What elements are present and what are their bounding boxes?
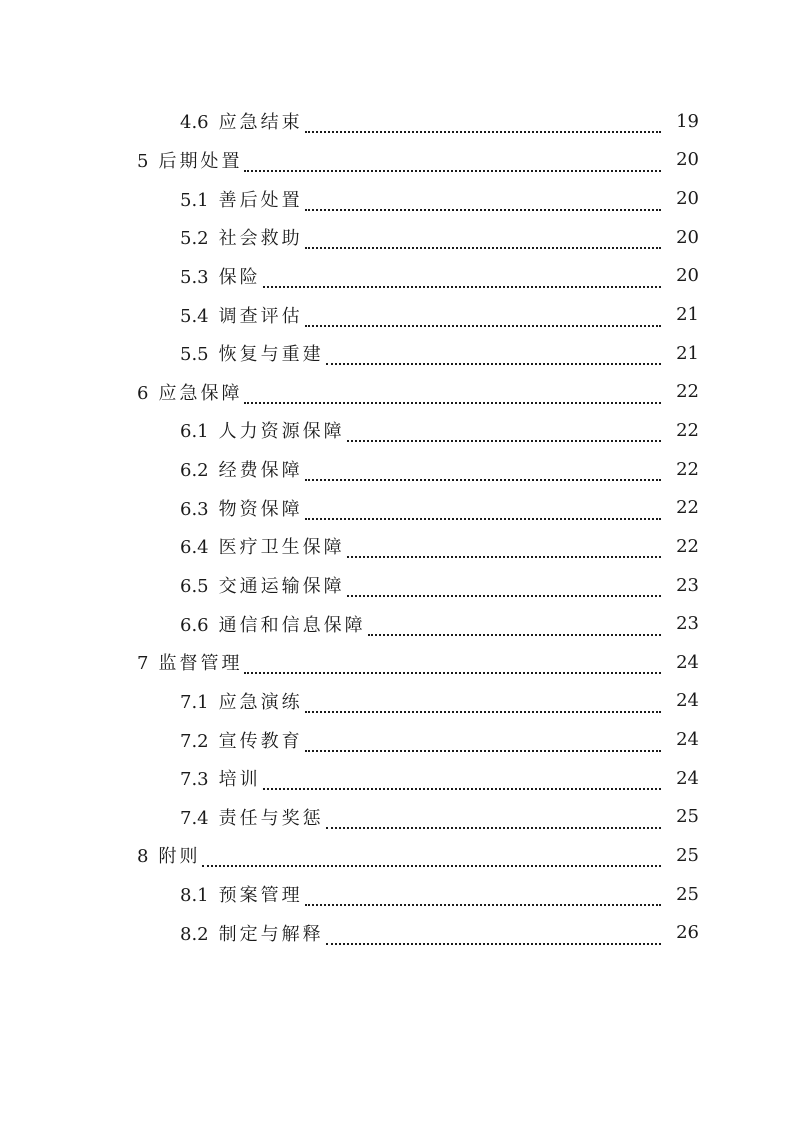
toc-entry-title: 经费保障: [218, 460, 303, 482]
toc-entry-page-number: 20: [676, 265, 699, 287]
toc-entry-title: 培训: [218, 769, 261, 791]
dot-leader: [305, 461, 661, 481]
toc-entry-7[interactable]: [0, 643, 793, 682]
toc-entry-title: 附则: [158, 846, 201, 868]
toc-entry-6-6[interactable]: [0, 604, 793, 643]
dot-leader: [368, 616, 661, 636]
toc-entry-page-number: 22: [676, 497, 699, 519]
toc-entry-number: 5: [137, 150, 149, 172]
toc-entry-page-number: 21: [676, 342, 699, 364]
dot-leader: [263, 770, 661, 790]
toc-entry-6-1[interactable]: [0, 411, 793, 450]
toc-entry-7-4[interactable]: [0, 798, 793, 837]
toc-entry-title: 预案管理: [218, 885, 303, 907]
toc-entry-number: 5.1: [180, 189, 209, 211]
toc-entry-number: 8.2: [180, 923, 209, 945]
toc-entry-title: 物资保障: [218, 498, 303, 520]
toc-entry-title: 后期处置: [158, 150, 243, 172]
toc-entry-page-number: 26: [676, 922, 699, 944]
dot-leader: [305, 732, 661, 752]
toc-entry-5-1[interactable]: [0, 179, 793, 218]
toc-entry-number: 7.4: [180, 807, 209, 829]
dot-leader: [326, 345, 661, 365]
toc-entry-5-2[interactable]: [0, 218, 793, 257]
toc-entry-title: 医疗卫生保障: [218, 537, 345, 559]
toc-entry-7-2[interactable]: [0, 720, 793, 759]
toc-entry-title: 恢复与重建: [218, 344, 324, 366]
toc-entry-number: 5.4: [180, 305, 209, 327]
toc-entry-6[interactable]: [0, 372, 793, 411]
dot-leader: [202, 847, 661, 867]
dot-leader: [347, 538, 661, 558]
toc-entry-6-4[interactable]: [0, 527, 793, 566]
dot-leader: [305, 113, 661, 133]
dot-leader: [326, 809, 661, 829]
toc-entry-title: 社会救助: [218, 228, 303, 250]
dot-leader: [305, 229, 661, 249]
toc-entry-page-number: 19: [676, 110, 699, 132]
toc-entry-number: 7.1: [180, 691, 209, 713]
toc-entry-title: 应急保障: [158, 382, 243, 404]
toc-entry-5-5[interactable]: [0, 334, 793, 373]
toc-entry-number: 8: [137, 846, 149, 868]
dot-leader: [347, 577, 661, 597]
dot-leader: [347, 422, 661, 442]
toc-entry-page-number: 22: [676, 419, 699, 441]
toc-entry-title: 善后处置: [218, 189, 303, 211]
dot-leader: [305, 191, 661, 211]
dot-leader: [244, 654, 661, 674]
toc-entry-title: 监督管理: [158, 653, 243, 675]
toc-entry-page-number: 25: [676, 806, 699, 828]
toc-entry-number: 6.2: [180, 460, 209, 482]
dot-leader: [305, 500, 661, 520]
toc-entry-number: 6.5: [180, 576, 209, 597]
toc-entry-6-5[interactable]: [0, 566, 793, 605]
toc-entry-number: 6: [137, 382, 149, 404]
toc-entry-title: 通信和信息保障: [218, 614, 366, 636]
toc-entry-title: 交通运输保障: [218, 576, 345, 597]
toc-entry-number: 5.3: [180, 266, 209, 288]
toc-entry-page-number: 24: [676, 767, 699, 789]
toc-entry-number: 6.3: [180, 498, 209, 520]
toc-entry-5[interactable]: [0, 141, 793, 180]
toc-entry-number: 7.2: [180, 730, 209, 752]
toc-entry-5-4[interactable]: [0, 295, 793, 334]
toc-entry-7-1[interactable]: [0, 682, 793, 721]
toc-entry-4-6[interactable]: [0, 102, 793, 141]
toc-entry-page-number: 22: [676, 458, 699, 480]
toc-entry-page-number: 22: [676, 381, 699, 403]
dot-leader: [305, 693, 661, 713]
dot-leader: [326, 925, 661, 945]
toc-entry-7-3[interactable]: [0, 759, 793, 798]
toc-entry-number: 5.2: [180, 228, 209, 250]
toc-entry-number: 8.1: [180, 885, 209, 907]
toc-entry-number: 6.1: [180, 421, 209, 443]
toc-entry-page-number: 24: [676, 651, 699, 673]
toc-entry-title: 人力资源保障: [218, 421, 345, 443]
toc-entry-page-number: 20: [676, 149, 699, 171]
toc-entry-5-3[interactable]: [0, 257, 793, 296]
dot-leader: [263, 268, 661, 288]
toc-entry-page-number: 24: [676, 690, 699, 712]
toc-entry-title: 宣传教育: [218, 730, 303, 752]
toc-entry-number: 7.3: [180, 769, 209, 791]
toc-entry-page-number: 22: [676, 535, 699, 557]
dot-leader: [305, 307, 661, 327]
toc-entry-8-1[interactable]: [0, 875, 793, 914]
toc-entry-title: 保险: [218, 266, 261, 288]
toc-entry-8[interactable]: [0, 836, 793, 875]
toc-entry-page-number: 21: [676, 304, 699, 326]
toc-entry-title: 调查评估: [218, 305, 303, 327]
toc-entry-page-number: 25: [676, 883, 699, 905]
dot-leader: [305, 886, 661, 906]
toc-entry-number: 7: [137, 653, 149, 675]
toc-entry-number: 4.6: [180, 112, 209, 134]
toc-entry-page-number: 20: [676, 226, 699, 248]
table-of-contents: [0, 102, 793, 952]
toc-entry-page-number: 24: [676, 729, 699, 751]
toc-entry-page-number: 23: [676, 613, 699, 635]
toc-entry-title: 制定与解释: [218, 923, 324, 945]
toc-entry-page-number: 23: [676, 574, 699, 596]
toc-entry-page-number: 20: [676, 188, 699, 210]
toc-entry-page-number: 25: [676, 844, 699, 866]
dot-leader: [244, 152, 661, 172]
dot-leader: [244, 384, 661, 404]
toc-entry-8-2[interactable]: [0, 913, 793, 952]
toc-entry-title: 责任与奖惩: [218, 807, 324, 829]
toc-entry-6-3[interactable]: [0, 488, 793, 527]
toc-entry-6-2[interactable]: [0, 450, 793, 489]
toc-entry-number: 6.6: [180, 614, 209, 636]
toc-entry-number: 5.5: [180, 344, 209, 366]
toc-entry-title: 应急结束: [218, 112, 303, 134]
toc-entry-number: 6.4: [180, 537, 209, 559]
toc-entry-title: 应急演练: [218, 691, 303, 713]
